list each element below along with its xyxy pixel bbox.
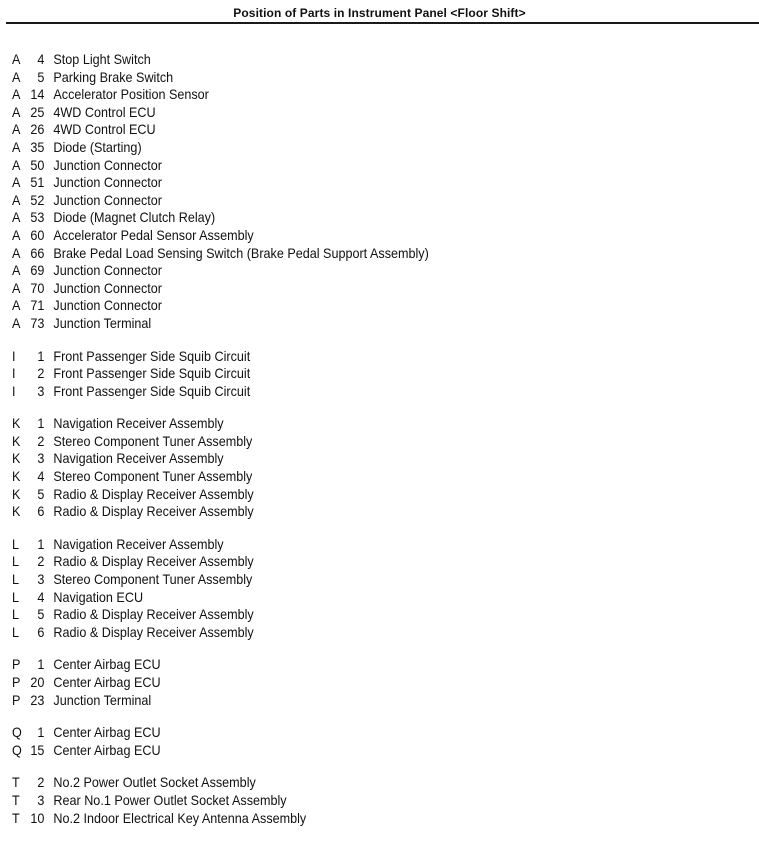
part-row xyxy=(12,51,678,69)
connector-number: 3 xyxy=(37,382,45,399)
part-name: Front Passenger Side Squib Circuit xyxy=(53,365,251,382)
connector-code: A xyxy=(12,244,21,261)
connector-code: K xyxy=(12,432,21,449)
part-name: Radio & Display Receiver Assembly xyxy=(53,623,254,640)
part-row xyxy=(12,121,678,139)
part-name: Stop Light Switch xyxy=(53,51,151,67)
parts-group-p xyxy=(12,656,752,709)
part-row xyxy=(12,656,678,674)
part-row xyxy=(12,774,678,792)
part-name: Navigation ECU xyxy=(53,588,144,605)
connector-code: L xyxy=(12,623,20,640)
connector-number: 1 xyxy=(37,535,45,552)
connector-number: 15 xyxy=(30,741,45,758)
connector-code: A xyxy=(12,156,21,173)
part-row xyxy=(12,450,678,468)
part-row xyxy=(12,157,678,175)
part-name: Junction Connector xyxy=(53,262,162,279)
connector-code: A xyxy=(12,262,21,279)
connector-number: 4 xyxy=(37,51,45,67)
parts-group-t xyxy=(12,774,752,827)
part-name: Diode (Starting) xyxy=(53,138,142,155)
connector-number: 4 xyxy=(37,468,45,485)
part-name: Stereo Component Tuner Assembly xyxy=(53,432,253,449)
part-row xyxy=(12,589,678,607)
connector-code: K xyxy=(12,415,21,432)
connector-code: A xyxy=(12,68,21,85)
part-row xyxy=(12,742,678,760)
connector-code: T xyxy=(12,809,20,826)
connector-code: Q xyxy=(12,741,22,758)
part-name: Accelerator Position Sensor xyxy=(53,86,209,103)
connector-number: 2 xyxy=(37,553,45,570)
part-row xyxy=(12,348,678,366)
part-row xyxy=(12,280,678,298)
part-name: Junction Connector xyxy=(53,297,162,314)
part-name: Brake Pedal Load Sensing Switch (Brake Pedal Support Assembly) xyxy=(53,244,429,261)
part-row xyxy=(12,297,678,315)
part-name: Navigation Receiver Assembly xyxy=(53,415,224,432)
connector-number: 73 xyxy=(30,314,45,331)
connector-number: 23 xyxy=(30,691,45,708)
connector-number: 2 xyxy=(37,774,45,791)
part-row xyxy=(12,571,678,589)
connector-code: A xyxy=(12,297,21,314)
connector-number: 5 xyxy=(37,485,45,502)
part-row xyxy=(12,174,678,192)
part-name: Accelerator Pedal Sensor Assembly xyxy=(53,226,254,243)
part-row xyxy=(12,503,678,521)
connector-code: L xyxy=(12,553,20,570)
connector-number: 26 xyxy=(30,121,45,138)
parts-group-l xyxy=(12,536,752,642)
part-row xyxy=(12,792,678,810)
part-row xyxy=(12,415,678,433)
part-row xyxy=(12,553,678,571)
connector-number: 1 xyxy=(37,724,45,741)
connector-number: 1 xyxy=(37,415,45,432)
connector-number: 51 xyxy=(30,174,45,191)
connector-number: 4 xyxy=(37,588,45,605)
connector-code: A xyxy=(12,226,21,243)
connector-number: 70 xyxy=(30,279,45,296)
part-row xyxy=(12,227,678,245)
part-row xyxy=(12,724,678,742)
part-row xyxy=(12,245,678,263)
part-name: Center Airbag ECU xyxy=(53,656,161,673)
part-row xyxy=(12,262,678,280)
connector-code: L xyxy=(12,535,20,552)
part-row xyxy=(12,209,678,227)
connector-number: 5 xyxy=(37,606,45,623)
part-row xyxy=(12,606,678,624)
part-name: 4WD Control ECU xyxy=(53,103,156,120)
part-name: Parking Brake Switch xyxy=(53,68,174,85)
part-name: Diode (Magnet Clutch Relay) xyxy=(53,209,216,226)
part-row xyxy=(12,536,678,554)
connector-code: T xyxy=(12,791,20,808)
part-name: 4WD Control ECU xyxy=(53,121,156,138)
part-row xyxy=(12,86,678,104)
part-name: No.2 Power Outlet Socket Assembly xyxy=(53,774,256,791)
parts-group-i xyxy=(12,348,752,401)
connector-number: 6 xyxy=(37,623,45,640)
part-name: Junction Terminal xyxy=(53,314,152,331)
connector-number: 3 xyxy=(37,791,45,808)
connector-number: 5 xyxy=(37,68,45,85)
part-name: No.2 Indoor Electrical Key Antenna Assembly xyxy=(53,809,307,826)
part-name: Junction Terminal xyxy=(53,691,152,708)
part-row xyxy=(12,192,678,210)
connector-code: A xyxy=(12,279,21,296)
connector-code: A xyxy=(12,86,21,103)
part-name: Radio & Display Receiver Assembly xyxy=(53,553,254,570)
connector-code: L xyxy=(12,588,20,605)
part-row xyxy=(12,315,678,333)
connector-number: 20 xyxy=(30,674,45,690)
part-row xyxy=(12,139,678,157)
connector-code: A xyxy=(12,209,21,226)
connector-code: I xyxy=(12,347,16,364)
part-name: Radio & Display Receiver Assembly xyxy=(53,503,254,520)
connector-code: Q xyxy=(12,724,22,741)
part-name: Junction Connector xyxy=(53,279,162,296)
part-name: Front Passenger Side Squib Circuit xyxy=(53,382,251,399)
connector-number: 2 xyxy=(37,365,45,382)
connector-code: L xyxy=(12,571,20,588)
connector-number: 66 xyxy=(30,244,45,261)
connector-number: 3 xyxy=(37,450,45,467)
part-row xyxy=(12,674,678,692)
connector-code: K xyxy=(12,468,21,485)
part-name: Center Airbag ECU xyxy=(53,741,161,758)
part-name: Navigation Receiver Assembly xyxy=(53,535,224,552)
connector-number: 1 xyxy=(37,656,45,673)
connector-code: A xyxy=(12,103,21,120)
page-title: Position of Parts in Instrument Panel <Floor Shift> xyxy=(233,6,526,20)
part-row xyxy=(12,692,678,710)
part-name: Center Airbag ECU xyxy=(53,674,161,690)
part-name: Radio & Display Receiver Assembly xyxy=(53,485,254,502)
part-row xyxy=(12,104,678,122)
connector-code: I xyxy=(12,365,16,382)
connector-code: P xyxy=(12,656,21,673)
connector-code: L xyxy=(12,606,20,623)
part-name: Radio & Display Receiver Assembly xyxy=(53,606,254,623)
connector-code: A xyxy=(12,138,21,155)
parts-group-q xyxy=(12,724,752,759)
part-row xyxy=(12,810,678,828)
connector-number: 52 xyxy=(30,191,45,208)
connector-number: 50 xyxy=(30,156,45,173)
connector-number: 1 xyxy=(37,347,45,364)
connector-number: 6 xyxy=(37,503,45,520)
connector-number: 3 xyxy=(37,571,45,588)
connector-number: 25 xyxy=(30,103,45,120)
connector-code: I xyxy=(12,382,16,399)
connector-code: K xyxy=(12,450,21,467)
connector-code: A xyxy=(12,121,21,138)
part-row xyxy=(12,69,678,87)
part-name: Stereo Component Tuner Assembly xyxy=(53,571,253,588)
part-row xyxy=(12,486,678,504)
connector-number: 71 xyxy=(30,297,45,314)
connector-code: A xyxy=(12,51,21,67)
connector-number: 53 xyxy=(30,209,45,226)
part-name: Junction Connector xyxy=(53,156,162,173)
connector-number: 2 xyxy=(37,432,45,449)
connector-code: A xyxy=(12,174,21,191)
connector-number: 10 xyxy=(30,809,45,826)
part-name: Navigation Receiver Assembly xyxy=(53,450,224,467)
connector-code: K xyxy=(12,485,21,502)
part-name: Junction Connector xyxy=(53,191,162,208)
connector-code: P xyxy=(12,691,21,708)
connector-number: 69 xyxy=(30,262,45,279)
part-row xyxy=(12,468,678,486)
part-name: Rear No.1 Power Outlet Socket Assembly xyxy=(53,791,287,808)
part-row xyxy=(12,383,678,401)
parts-group-a xyxy=(12,51,752,333)
connector-code: T xyxy=(12,774,20,791)
parts-group-k xyxy=(12,415,752,521)
title-divider xyxy=(6,22,759,24)
connector-code: P xyxy=(12,674,21,690)
connector-code: A xyxy=(12,314,21,331)
connector-number: 60 xyxy=(30,226,45,243)
connector-code: K xyxy=(12,503,21,520)
part-row xyxy=(12,433,678,451)
part-name: Front Passenger Side Squib Circuit xyxy=(53,347,251,364)
part-row xyxy=(12,624,678,642)
part-name: Stereo Component Tuner Assembly xyxy=(53,468,253,485)
connector-code: A xyxy=(12,191,21,208)
part-row xyxy=(12,365,678,383)
part-name: Center Airbag ECU xyxy=(53,724,161,741)
connector-number: 14 xyxy=(30,86,45,103)
connector-number: 35 xyxy=(30,138,45,155)
part-name: Junction Connector xyxy=(53,174,162,191)
parts-list xyxy=(12,51,752,842)
